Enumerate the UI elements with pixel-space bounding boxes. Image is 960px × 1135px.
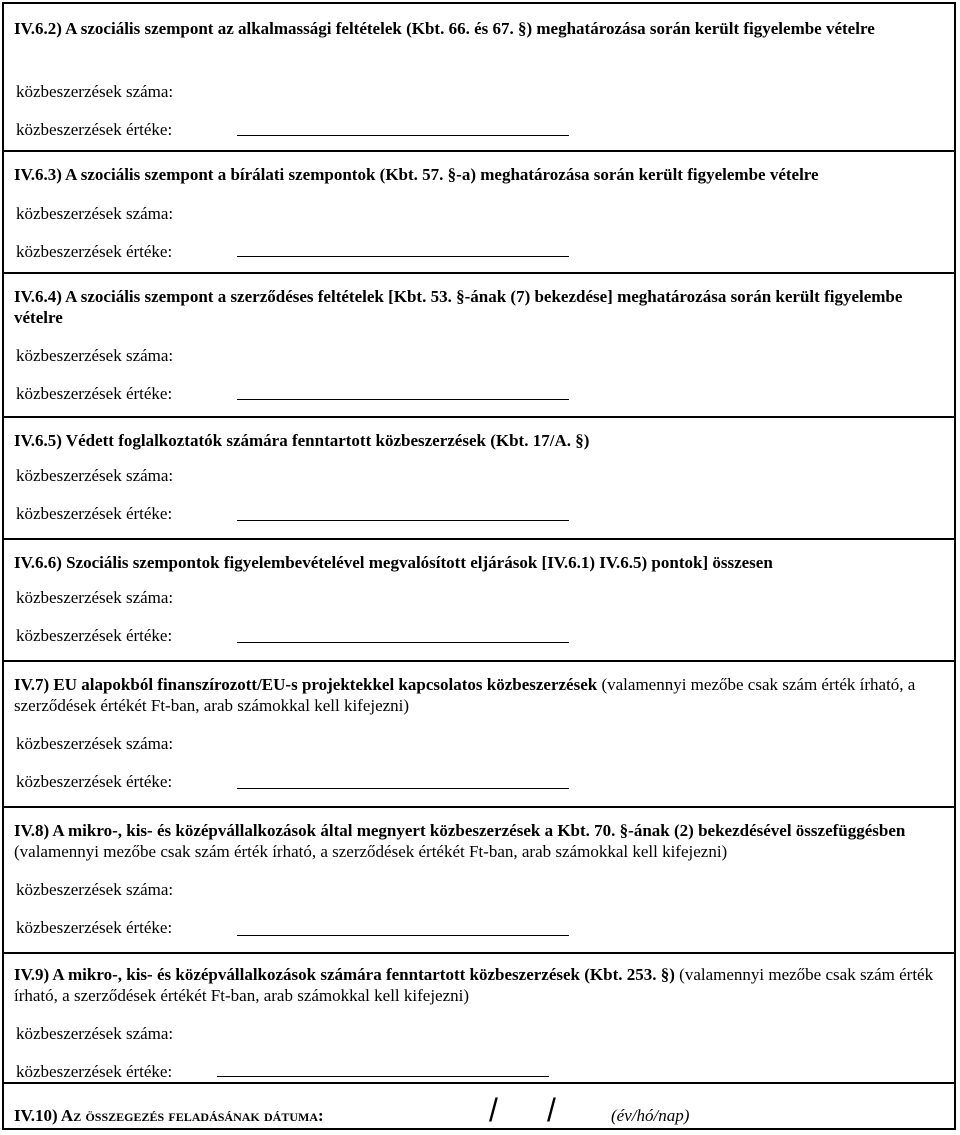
section-title: IV.6.4) A szociális szempont a szerződéses feltételek [Kbt. 53. §-ának (7) bekezdése] meghatározása során került figyelembe vételre <box>14 287 903 327</box>
count-label: közbeszerzések száma: <box>16 466 174 485</box>
section-iv-7 <box>4 662 954 808</box>
count-label: közbeszerzések száma: <box>16 588 174 607</box>
date-format-hint: (év/hó/nap) <box>611 1106 690 1125</box>
section-title: IV.9) A mikro-, kis- és középvállalkozások számára fenntartott közbeszerzések (Kbt. 253. §) (valamennyi mezőbe csak szám érték írható, a szerződések értékét Ft-ban, arab számokkal kell kifejezni) <box>14 965 934 1005</box>
count-label: közbeszerzések száma: <box>16 346 174 365</box>
section-iv-8 <box>4 808 954 954</box>
date-separator-2: / <box>547 1092 556 1128</box>
date-separator-1: / <box>489 1092 498 1128</box>
section-iv-10 <box>4 1084 954 1130</box>
value-input-line[interactable] <box>237 642 569 643</box>
section-iv-6-5 <box>4 418 954 540</box>
value-label: közbeszerzések értéke: <box>16 772 173 791</box>
count-label: közbeszerzések száma: <box>16 204 174 223</box>
value-label: közbeszerzések értéke: <box>16 626 173 645</box>
section-title: IV.6.2) A szociális szempont az alkalmassági feltételek (Kbt. 66. és 67. §) meghatározása során került figyelembe vételre <box>14 19 875 38</box>
value-label: közbeszerzések értéke: <box>16 120 173 139</box>
section-iv-6-4 <box>4 274 954 418</box>
section-iv-9 <box>4 954 954 1084</box>
section-title: IV.6.3) A szociális szempont a bírálati szempontok (Kbt. 57. §-a) meghatározása során került figyelembe vételre <box>14 165 819 184</box>
value-input-line[interactable] <box>237 520 569 521</box>
value-input-line[interactable] <box>237 399 569 400</box>
value-input-line[interactable] <box>237 788 569 789</box>
section-title: IV.6.6) Szociális szempontok figyelembevételével megvalósított eljárások [IV.6.1) IV.6.5) pontok] összesen <box>14 553 773 572</box>
value-label: közbeszerzések értéke: <box>16 384 173 403</box>
value-label: közbeszerzések értéke: <box>16 504 173 523</box>
value-label: közbeszerzések értéke: <box>16 918 173 937</box>
section-iv-6-3 <box>4 152 954 274</box>
section-title: IV.8) A mikro-, kis- és középvállalkozások által megnyert közbeszerzések a Kbt. 70. §-ának (2) bekezdésével összefüggésben (valamennyi mezőbe csak szám érték írható, a szerződések értékét Ft-ban, arab számokkal kell kifejezni) <box>14 821 906 861</box>
section-title: IV.6.5) Védett foglalkoztatók számára fenntartott közbeszerzések (Kbt. 17/A. §) <box>14 431 590 450</box>
date-label: IV.10) Az összegezés feladásának dátuma: <box>14 1106 324 1125</box>
value-label: közbeszerzések értéke: <box>16 1062 173 1081</box>
count-label: közbeszerzések száma: <box>16 880 174 899</box>
count-label: közbeszerzések száma: <box>16 82 174 101</box>
value-input-line[interactable] <box>217 1076 549 1077</box>
section-iv-6-6 <box>4 540 954 662</box>
value-input-line[interactable] <box>237 135 569 136</box>
section-title: IV.7) EU alapokból finanszírozott/EU-s projektekkel kapcsolatos közbeszerzések (valamennyi mezőbe csak szám érték írható, a szerződések értékét Ft-ban, arab számokkal kell kifejezni) <box>14 675 916 715</box>
count-label: közbeszerzések száma: <box>16 734 174 753</box>
value-input-line[interactable] <box>237 256 569 257</box>
section-iv-6-2 <box>4 4 954 152</box>
form-frame <box>2 2 956 1130</box>
value-input-line[interactable] <box>237 935 569 936</box>
count-label: közbeszerzések száma: <box>16 1024 174 1043</box>
value-label: közbeszerzések értéke: <box>16 242 173 261</box>
